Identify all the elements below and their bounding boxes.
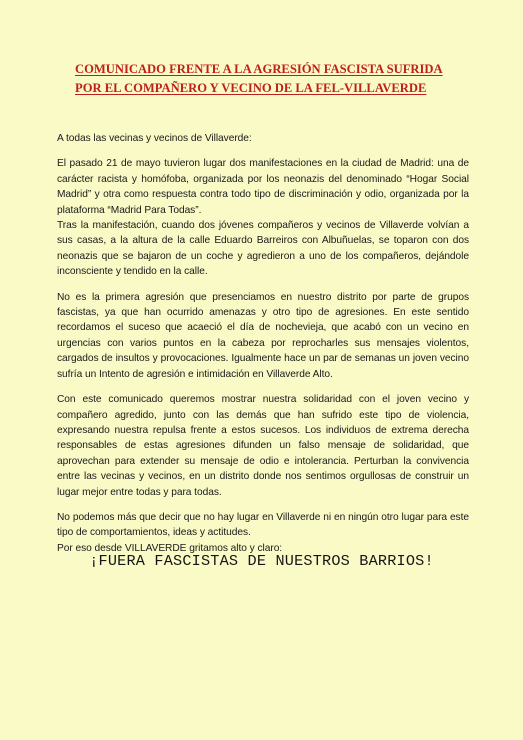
paragraph-2: Tras la manifestación, cuando dos jóvenes compañeros y vecinos de Villaverde volvían a sus casas, a la altura de la calle Eduardo Barreiros con Albuñuelas, se toparon con dos neonazis que se bajaron de un coche y agredieron a uno de los compañeros, dejándole inconsciente y tendido en la calle. (57, 220, 469, 278)
paragraph-5: No podemos más que decir que no hay lugar en Villaverde ni en ningún otro lugar para este tipo de comportamientos, ideas y actitudes. (57, 511, 469, 539)
paragraph-1: El pasado 21 de mayo tuvieron lugar dos manifestaciones en la ciudad de Madrid: una de carácter racista y homófoba, organizada por los neonazis del denominado “Hogar Social Madrid” y otra como respuesta contra todo tipo de discriminación y odio, organizada por la plataforma “Madrid Para Todas”. (57, 158, 469, 216)
title-line-2: POR EL COMPAÑERO Y VECINO DE LA FEL-VILLAVERDE (75, 81, 427, 95)
paragraph-3: No es la primera agresión que presenciamos en nuestro distrito por parte de grupos fascistas, ya que han ocurrido amenazas y otro tipo de agresiones. En este sentido recordamos el suceso que acaeció el día de nochevieja, que acabó con un vecino en urgencias con varios puntos en la cabeza por reprocharles sus mensajes violentos, cargados de insultos y provocaciones. Igualmente hace un par de semanas un joven vecino sufría un Intento de agresión e intimidación en Villaverde Alto. (57, 291, 469, 380)
document-title (75, 60, 465, 98)
paragraph-4: Con este comunicado queremos mostrar nuestra solidaridad con el joven vecino y compañero agredido, junto con las demás que han sufrido este tipo de violencia, expresando nuestra repulsa frente a estos sucesos. Los individuos de extrema derecha responsables de estas agresiones difunden un falso mensaje de solidaridad, que aprovechan para extender su mensaje de odio e intolerancia. Perturban la convivencia entre las vecinas y vecinos, en un distrito donde nos sentimos orgullosas de construir un lugar mejor entre todas y para todas. (57, 394, 469, 498)
paragraph-6: Por eso desde VILLAVERDE gritamos alto y claro: (57, 542, 283, 554)
title-line-1: COMUNICADO FRENTE A LA AGRESIÓN FASCISTA SUFRIDA (75, 62, 443, 76)
slogan: ¡FUERA FASCISTAS DE NUESTROS BARRIOS! (89, 552, 434, 570)
greeting: A todas las vecinas y vecinos de Villaverde: (57, 133, 252, 144)
document-body (57, 131, 469, 556)
